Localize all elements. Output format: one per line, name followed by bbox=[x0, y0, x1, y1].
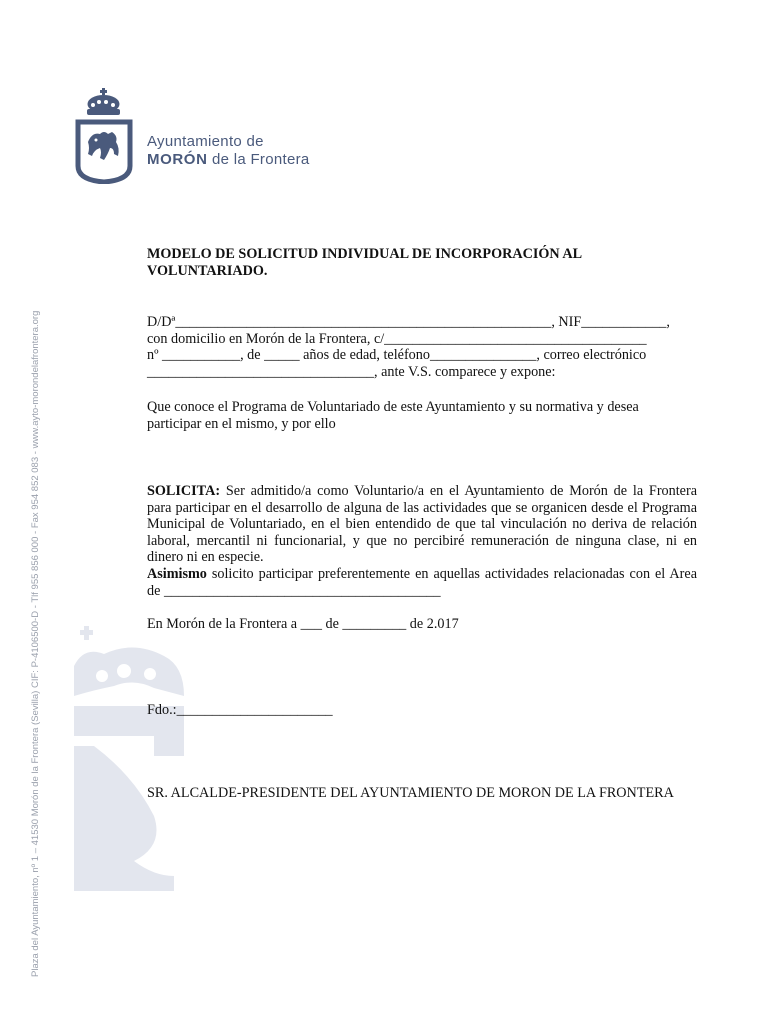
solicita-paragraph bbox=[147, 483, 697, 566]
org-name-rest: de la Frontera bbox=[207, 151, 310, 168]
sidebar-address: Plaza del Ayuntamiento, nº 1 – 41530 Morón de la Frontera (Sevilla) CIF: P-4106500-D - Tlf 955 856 000 - Fax 954 852 083 - www.ayto-morondelafrontera.org bbox=[30, 310, 41, 977]
org-name-bold: MORÓN bbox=[147, 151, 208, 168]
expone-block bbox=[147, 399, 697, 432]
expone-line2: participar en el mismo, y por ello bbox=[147, 415, 336, 432]
org-name-line1: Ayuntamiento de bbox=[147, 133, 264, 150]
date-line: En Morón de la Frontera a ___ de _________ de 2.017 bbox=[147, 616, 459, 632]
id-line-address: con domicilio en Morón de la Frontera, c/_____________________________________ bbox=[147, 330, 647, 347]
org-name-line2 bbox=[147, 151, 310, 168]
document-title-line2: VOLUNTARIADO. bbox=[147, 263, 268, 279]
crown-horse-watermark-icon bbox=[74, 626, 204, 896]
document-body bbox=[147, 246, 697, 801]
id-line-contact: nº ___________, de _____ años de edad, teléfono_______________, correo electrónico bbox=[147, 347, 647, 364]
asimismo-label: Asimismo bbox=[147, 565, 207, 582]
solicita-block bbox=[147, 483, 697, 599]
document-title-line1: MODELO DE SOLICITUD INDIVIDUAL DE INCORPORACIÓN AL bbox=[147, 246, 583, 262]
coat-of-arms-horse-icon bbox=[74, 84, 154, 184]
asimismo-text: solicito participar preferentemente en aquellas actividades relacionadas con el Area de _______________________________________ bbox=[147, 565, 697, 599]
identification-block bbox=[147, 314, 697, 380]
asimismo-paragraph bbox=[147, 566, 697, 599]
solicita-text: Ser admitido/a como Voluntario/a en el Ayuntamiento de Morón de la Frontera para participar en el desarrollo de alguna de las actividades que se organicen desde el Programa Municipal de Voluntariado, en el bien entendido de que tal vinculación no deriva de relación laboral, mercantil ni funcionarial, y que no percibiré remuneración de ninguna clase, ni en dinero ni en especie. bbox=[147, 483, 697, 566]
id-line-expone: ________________________________, ante V.S. comparece y expone: bbox=[147, 363, 556, 380]
expone-line1: Que conoce el Programa de Voluntariado de este Ayuntamiento y su normativa y desea bbox=[147, 399, 639, 415]
solicita-label: SOLICITA: bbox=[147, 483, 221, 499]
addressee: SR. ALCALDE-PRESIDENTE DEL AYUNTAMIENTO DE MORON DE LA FRONTERA bbox=[147, 785, 674, 801]
id-line-name: D/Dª_____________________________________________________, NIF____________, bbox=[147, 314, 670, 330]
signature-line: Fdo.:______________________ bbox=[147, 702, 333, 718]
